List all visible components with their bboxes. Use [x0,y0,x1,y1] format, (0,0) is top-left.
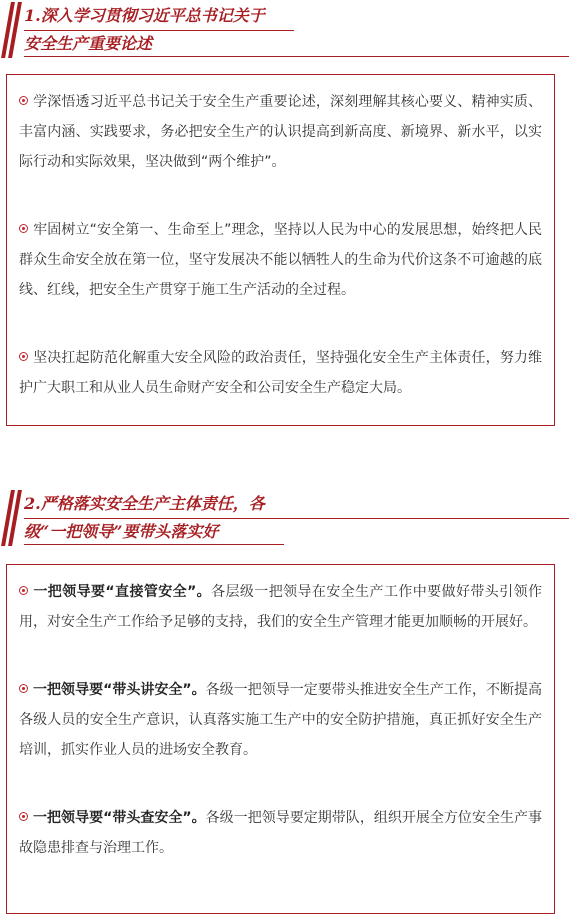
bullet-target-icon [19,586,28,595]
section-1-title-line-1: 1.深入学习贯彻习近平总书记关于 [24,6,265,25]
list-item [19,675,542,765]
bullet-target-icon [19,96,28,105]
title-underline [24,518,569,519]
title-underline [24,30,294,31]
item-text: 各级一把领导要定期带队，组织开展全方位安全生产事故隐患排查与治理工作。 [19,810,543,856]
paragraph: 牢固树立“安全第一、生命至上”理念，坚持以人民为中心的发展思想，始终把人民群众生命安全放在第一位，坚守发展决不能以牺牲人的生命为代价这条不可逾越的底线、红线，把安全生产贯穿于施工生产活动的全过程。 [19,222,542,298]
title-underline [24,544,284,545]
paragraph: 学深悟透习近平总书记关于安全生产重要论述，深刻理解其核心要义、精神实质、丰富内涵、实践要求，务必把安全生产的认识提高到新高度、新境界、新水平，以实际行动和实际效果，坚决做到“两个维护”。 [19,94,542,170]
item-lead: 一把领导要“带头讲安全”。 [33,682,206,698]
item-text: 各层级一把领导在安全生产工作中要做好带头引领作用，对安全生产工作给予足够的支持，我们的安全生产管理才能更加顺畅的开展好。 [19,584,542,630]
title-underline [24,56,569,57]
section-2-title-line-2: 级“一把领导”要带头落实好 [24,522,219,541]
bullet-target-icon [19,684,28,693]
section-2-title-line-1: 2.严格落实安全生产主体责任，各 [24,494,265,513]
section-1-title-line-2: 安全生产重要论述 [24,34,153,53]
item-text: 各级一把领导一定要带头推进安全生产工作，不断提高各级人员的安全生产意识，认真落实施工生产中的安全防护措施，真正抓好安全生产培训，抓实作业人员的进场安全教育。 [19,682,543,758]
item-lead: 一把领导要“直接管安全”。 [33,584,212,600]
section-2-content-box [6,564,555,914]
section-1-content-box [6,74,555,426]
list-item [19,803,542,863]
section-1-header [0,0,574,60]
bullet-target-icon [19,352,28,361]
section-2-header [0,488,574,548]
list-item [19,577,542,637]
bullet-target-icon [19,224,28,233]
item-lead: 一把领导要“带头查安全”。 [33,810,206,826]
bullet-target-icon [19,812,28,821]
paragraph: 坚决扛起防范化解重大安全风险的政治责任，坚持强化安全生产主体责任，努力维护广大职工和从业人员生命财产安全和公司安全生产稳定大局。 [19,350,542,396]
